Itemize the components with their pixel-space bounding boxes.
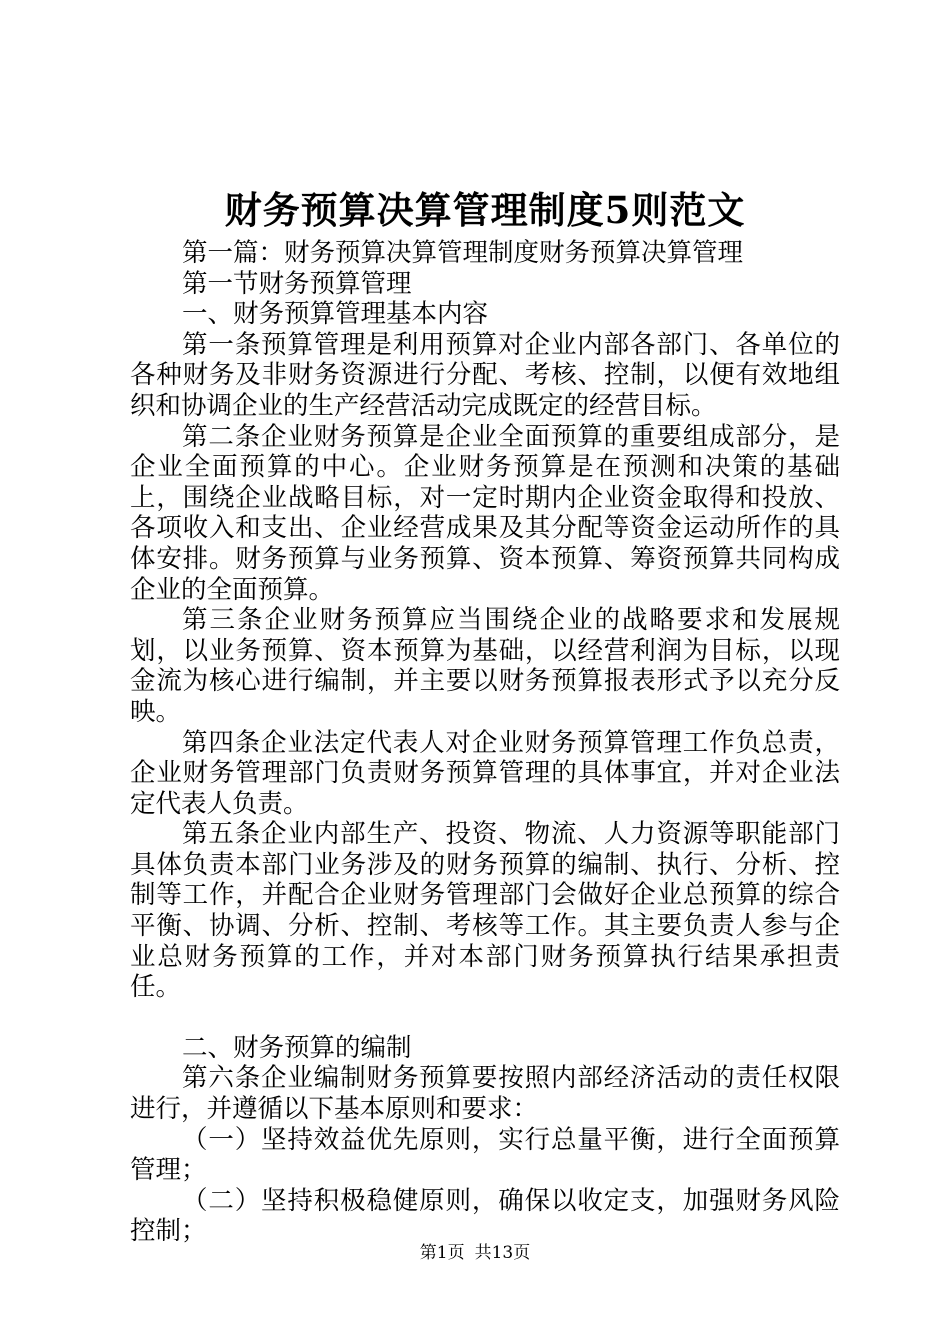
document-title: 财务预算决算管理制度5则范文 (224, 188, 746, 232)
paragraph-section-heading: 第一篇：财务预算决算管理制度财务预算决算管理 (182, 238, 744, 268)
page-total: 共13页 (474, 1243, 531, 1263)
paragraph-subheading-2: 二、财务预算的编制 (182, 1032, 412, 1063)
document-body (130, 238, 840, 1247)
paragraph-article-1: 第一条预算管理是利用预算对企业内部各部门、各单位的各种财务及非财务资源进行分配、考核、控制，以便有效地组织和协调企业的生产经营活动完成既定的经营目标。 (130, 329, 840, 421)
paragraph-chapter-heading: 第一节财务预算管理 (182, 268, 412, 299)
paragraph-article-6: 第六条企业编制财务预算要按照内部经济活动的责任权限进行，并遵循以下基本原则和要求： (130, 1063, 840, 1125)
paragraph-item-2: （二）坚持积极稳健原则，确保以收定支，加强财务风险控制； (130, 1185, 840, 1247)
paragraph-article-4: 第四条企业法定代表人对企业财务预算管理工作负总责，企业财务管理部门负责财务预算管理的具体事宜，并对企业法定代表人负责。 (130, 727, 840, 819)
page-footer (0, 1241, 950, 1265)
paragraph-subheading-1: 一、财务预算管理基本内容 (182, 299, 489, 330)
paragraph-item-1: （一）坚持效益优先原则，实行总量平衡，进行全面预算管理； (130, 1124, 840, 1186)
paragraph-article-5: 第五条企业内部生产、投资、物流、人力资源等职能部门具体负责本部门业务涉及的财务预算的编制、执行、分析、控制等工作，并配合企业财务管理部门会做好企业总预算的综合平衡、协调、分析、控制、考核等工作。其主要负责人参与企业总财务预算的工作，并对本部门财务预算执行结果承担责任。 (130, 819, 840, 1003)
document-page (130, 0, 840, 1344)
page-number: 第1页 (419, 1243, 465, 1263)
paragraph-article-2: 第二条企业财务预算是企业全面预算的重要组成部分，是企业全面预算的中心。企业财务预算是在预测和决策的基础上，围绕企业战略目标，对一定时期内企业资金取得和投放、各项收入和支出、企业经营成果及其分配等资金运动所作的具体安排。财务预算与业务预算、资本预算、筹资预算共同构成企业的全面预算。 (130, 421, 840, 605)
paragraph-article-3: 第三条企业财务预算应当围绕企业的战略要求和发展规划，以业务预算、资本预算为基础，以经营利润为目标，以现金流为核心进行编制，并主要以财务预算报表形式予以充分反映。 (130, 605, 840, 727)
